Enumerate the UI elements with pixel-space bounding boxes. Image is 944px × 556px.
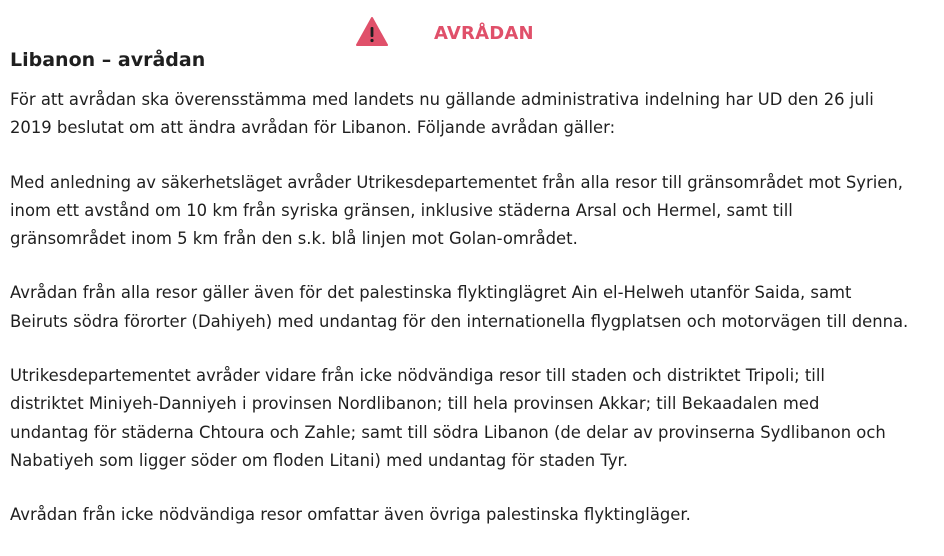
paragraph-border-areas xyxy=(10,169,940,254)
paragraph-non-essential xyxy=(10,362,940,475)
paragraph-line: Nabatiyeh som ligger söder om floden Litani) med undantag för staden Tyr. xyxy=(10,450,628,470)
paragraph-line: Utrikesdepartementet avråder vidare från icke nödvändiga resor till staden och distriktet Tripoli; till xyxy=(10,366,825,386)
paragraph-line: Avrådan från alla resor gäller även för det palestinska flyktinglägret Ain el-Helweh utanför Saida, samt xyxy=(10,283,852,303)
paragraph-line: Beiruts södra förorter (Dahiyeh) med undantag för den internationella flygplatsen och motorvägen till denna. xyxy=(10,311,909,331)
paragraph-line: Med anledning av säkerhetsläget avråder Utrikesdepartementet från alla resor till gränsområdet mot Syrien, xyxy=(10,172,903,192)
advisory-body xyxy=(10,86,940,556)
paragraph-line: För att avrådan ska överensstämma med landets nu gällande administrativa indelning har UD den 26 juli xyxy=(10,90,874,109)
paragraph-refugee-camp xyxy=(10,279,940,336)
paragraph-line: Avrådan från icke nödvändiga resor omfattar även övriga palestinska flyktingläger. xyxy=(10,505,691,525)
paragraph-line: gränsområdet inom 5 km från den s.k. blå linjen mot Golan-området. xyxy=(10,229,578,249)
page-title: Libanon – avrådan xyxy=(10,49,206,71)
paragraph-line: distriktet Miniyeh-Danniyeh i provinsen Nordlibanon; till hela provinsen Akkar; till Bekaadalen med xyxy=(10,394,820,414)
paragraph-line: undantag för städerna Chtoura och Zahle; samt till södra Libanon (de delar av provinserna Sydlibanon och xyxy=(10,422,886,442)
warning-triangle-icon xyxy=(356,16,388,48)
paragraph-line: inom ett avstånd om 10 km från syriska gränsen, inklusive städerna Arsal och Hermel, samt till xyxy=(10,200,793,220)
warning-label: AVRÅDAN xyxy=(434,23,534,44)
paragraph-line: 2019 beslutat om att ändra avrådan för Libanon. Följande avrådan gäller: xyxy=(10,118,616,138)
paragraph-other-camps xyxy=(10,501,940,529)
paragraph-intro xyxy=(10,86,940,143)
